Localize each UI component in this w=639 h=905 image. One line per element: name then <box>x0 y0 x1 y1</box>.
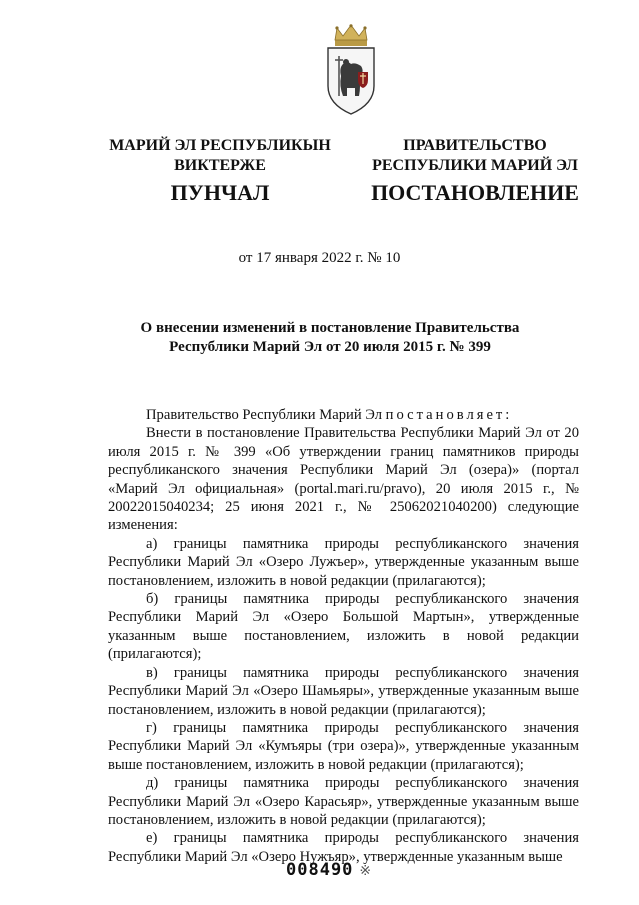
body-paragraph: г) границы памятника природы республиканского значения Республики Марий Эл «Кумъяры (три озера)», утвержденные указанным выше постановлением, изложить в новой редакции (прилагаются); <box>108 719 579 773</box>
body-paragraph: в) границы памятника природы республиканского значения Республики Марий Эл «Озеро Шамьяры», утвержденные указанным выше постановлением, изложить в новой редакции (прилагаются); <box>108 664 579 718</box>
footer-serial <box>286 860 372 880</box>
body-paragraph: а) границы памятника природы республиканского значения Республики Марий Эл «Озеро Лужъер», утвержденные указанным выше постановлением, изложить в новой редакции (прилагаются); <box>108 535 579 589</box>
document-title <box>100 319 560 357</box>
header-left-block <box>100 136 340 176</box>
footer-mark: ※ <box>359 863 373 879</box>
document-date: от 17 января 2022 г. № 10 <box>238 250 401 266</box>
title-line2: Республики Марий Эл от 20 июля 2015 г. № 399 <box>169 339 491 355</box>
title-line1: О внесении изменений в постановление Правительства <box>140 320 520 336</box>
document-body <box>108 406 579 866</box>
header-right-big: ПОСТАНОВЛЕНИЕ <box>371 180 579 205</box>
header-left-line2: ВИКТЕРЖЕ <box>174 157 266 174</box>
body-paragraph: е) границы памятника природы республиканского значения Республики Марий Эл «Озеро Нужъяр», утвержденные указанным выше <box>108 830 579 865</box>
header-right-line1: ПРАВИТЕЛЬСТВО <box>403 137 547 154</box>
intro-paragraph <box>108 406 579 424</box>
header-left-big: ПУНЧАЛ <box>170 180 270 205</box>
body-paragraph: Внести в постановление Правительства Республики Марий Эл от 20 июля 2015 г. № 399 «Об утверждении границ памятников природы республиканского значения Республики Марий Эл (озера)» (портал «Марий Эл официальная» (portal.mari.ru/pravo), 20 июля 2015 г., № 20022015040234; 25 июня 2021 г., № 25062021040200) следующие изменения: <box>108 425 579 534</box>
intro-prefix: Правительство Республики Марий Эл <box>146 407 386 423</box>
footer-number: 008490 <box>286 860 354 880</box>
intro-spaced: постановляет: <box>385 407 513 423</box>
body-paragraph: д) границы памятника природы республиканского значения Республики Марий Эл «Озеро Карасьяр», утвержденные указанным выше постановлением, изложить в новой редакции (прилагаются); <box>108 775 579 828</box>
coat-of-arms-emblem <box>325 24 377 116</box>
header-right-line2: РЕСПУБЛИКИ МАРИЙ ЭЛ <box>372 157 578 174</box>
body-paragraph: б) границы памятника природы республиканского значения Республики Марий Эл «Озеро Большой Мартын», утвержденные указанным выше постановлением, изложить в новой редакции (прилагаются); <box>108 591 579 663</box>
crown-icon <box>335 24 367 46</box>
header-left-line1: МАРИЙ ЭЛ РЕСПУБЛИКЫН <box>109 137 331 154</box>
header-right-block <box>360 136 590 176</box>
